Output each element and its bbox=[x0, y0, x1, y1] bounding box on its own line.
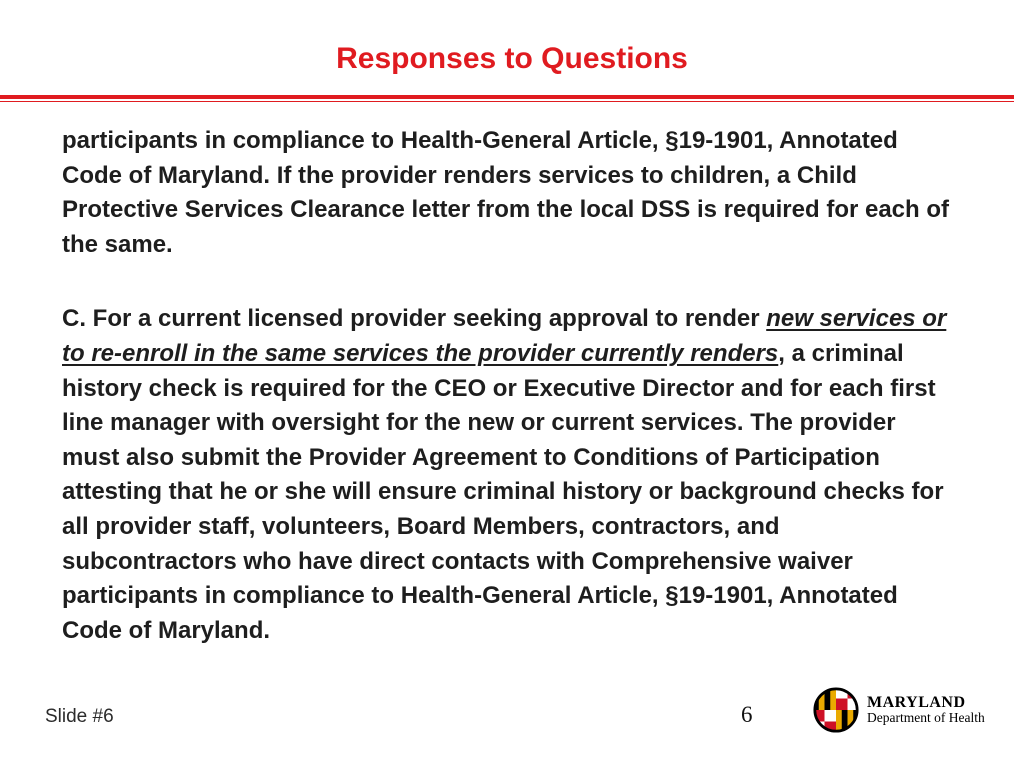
logo-org-subtitle: Department of Health bbox=[867, 710, 985, 726]
logo-text-block bbox=[867, 694, 985, 726]
paragraph-1: participants in compliance to Health-General Article, §19-1901, Annotated Code of Maryland. If the provider renders services to children, a Child Protective Services Clearance letter from the local DSS is required for each of the same. bbox=[62, 127, 950, 258]
title-divider-rule bbox=[0, 95, 1014, 102]
page-number: 6 bbox=[741, 702, 753, 727]
maryland-flag-icon bbox=[813, 687, 859, 733]
slide-number-label: Slide #6 bbox=[45, 706, 114, 727]
paragraph-2-emphasis: new services or to re-enroll in the same services the provider currently renders bbox=[62, 305, 947, 367]
slide-body bbox=[62, 124, 959, 648]
paragraph-2-part1: C. For a current licensed provider seeking approval to render bbox=[62, 305, 767, 333]
slide-title: Responses to Questions bbox=[336, 42, 688, 75]
paragraph-2 bbox=[62, 302, 959, 648]
maryland-health-logo bbox=[813, 687, 985, 733]
logo-org-name: MARYLAND bbox=[867, 693, 966, 711]
paragraph-2-part2: , a criminal history check is required for the CEO or Executive Director and for each first line manager with oversight for the new or current services. The provider must also submit the Provider Agreement to Conditions of Participation attesting that he or she will ensure criminal history or background checks for all provider staff, volunteers, Board Members, contractors, and subcontractors who have direct contacts with Comprehensive waiver participants in compliance to Health-General Article, §19-1901, Annotated Code of Maryland. bbox=[62, 339, 944, 644]
